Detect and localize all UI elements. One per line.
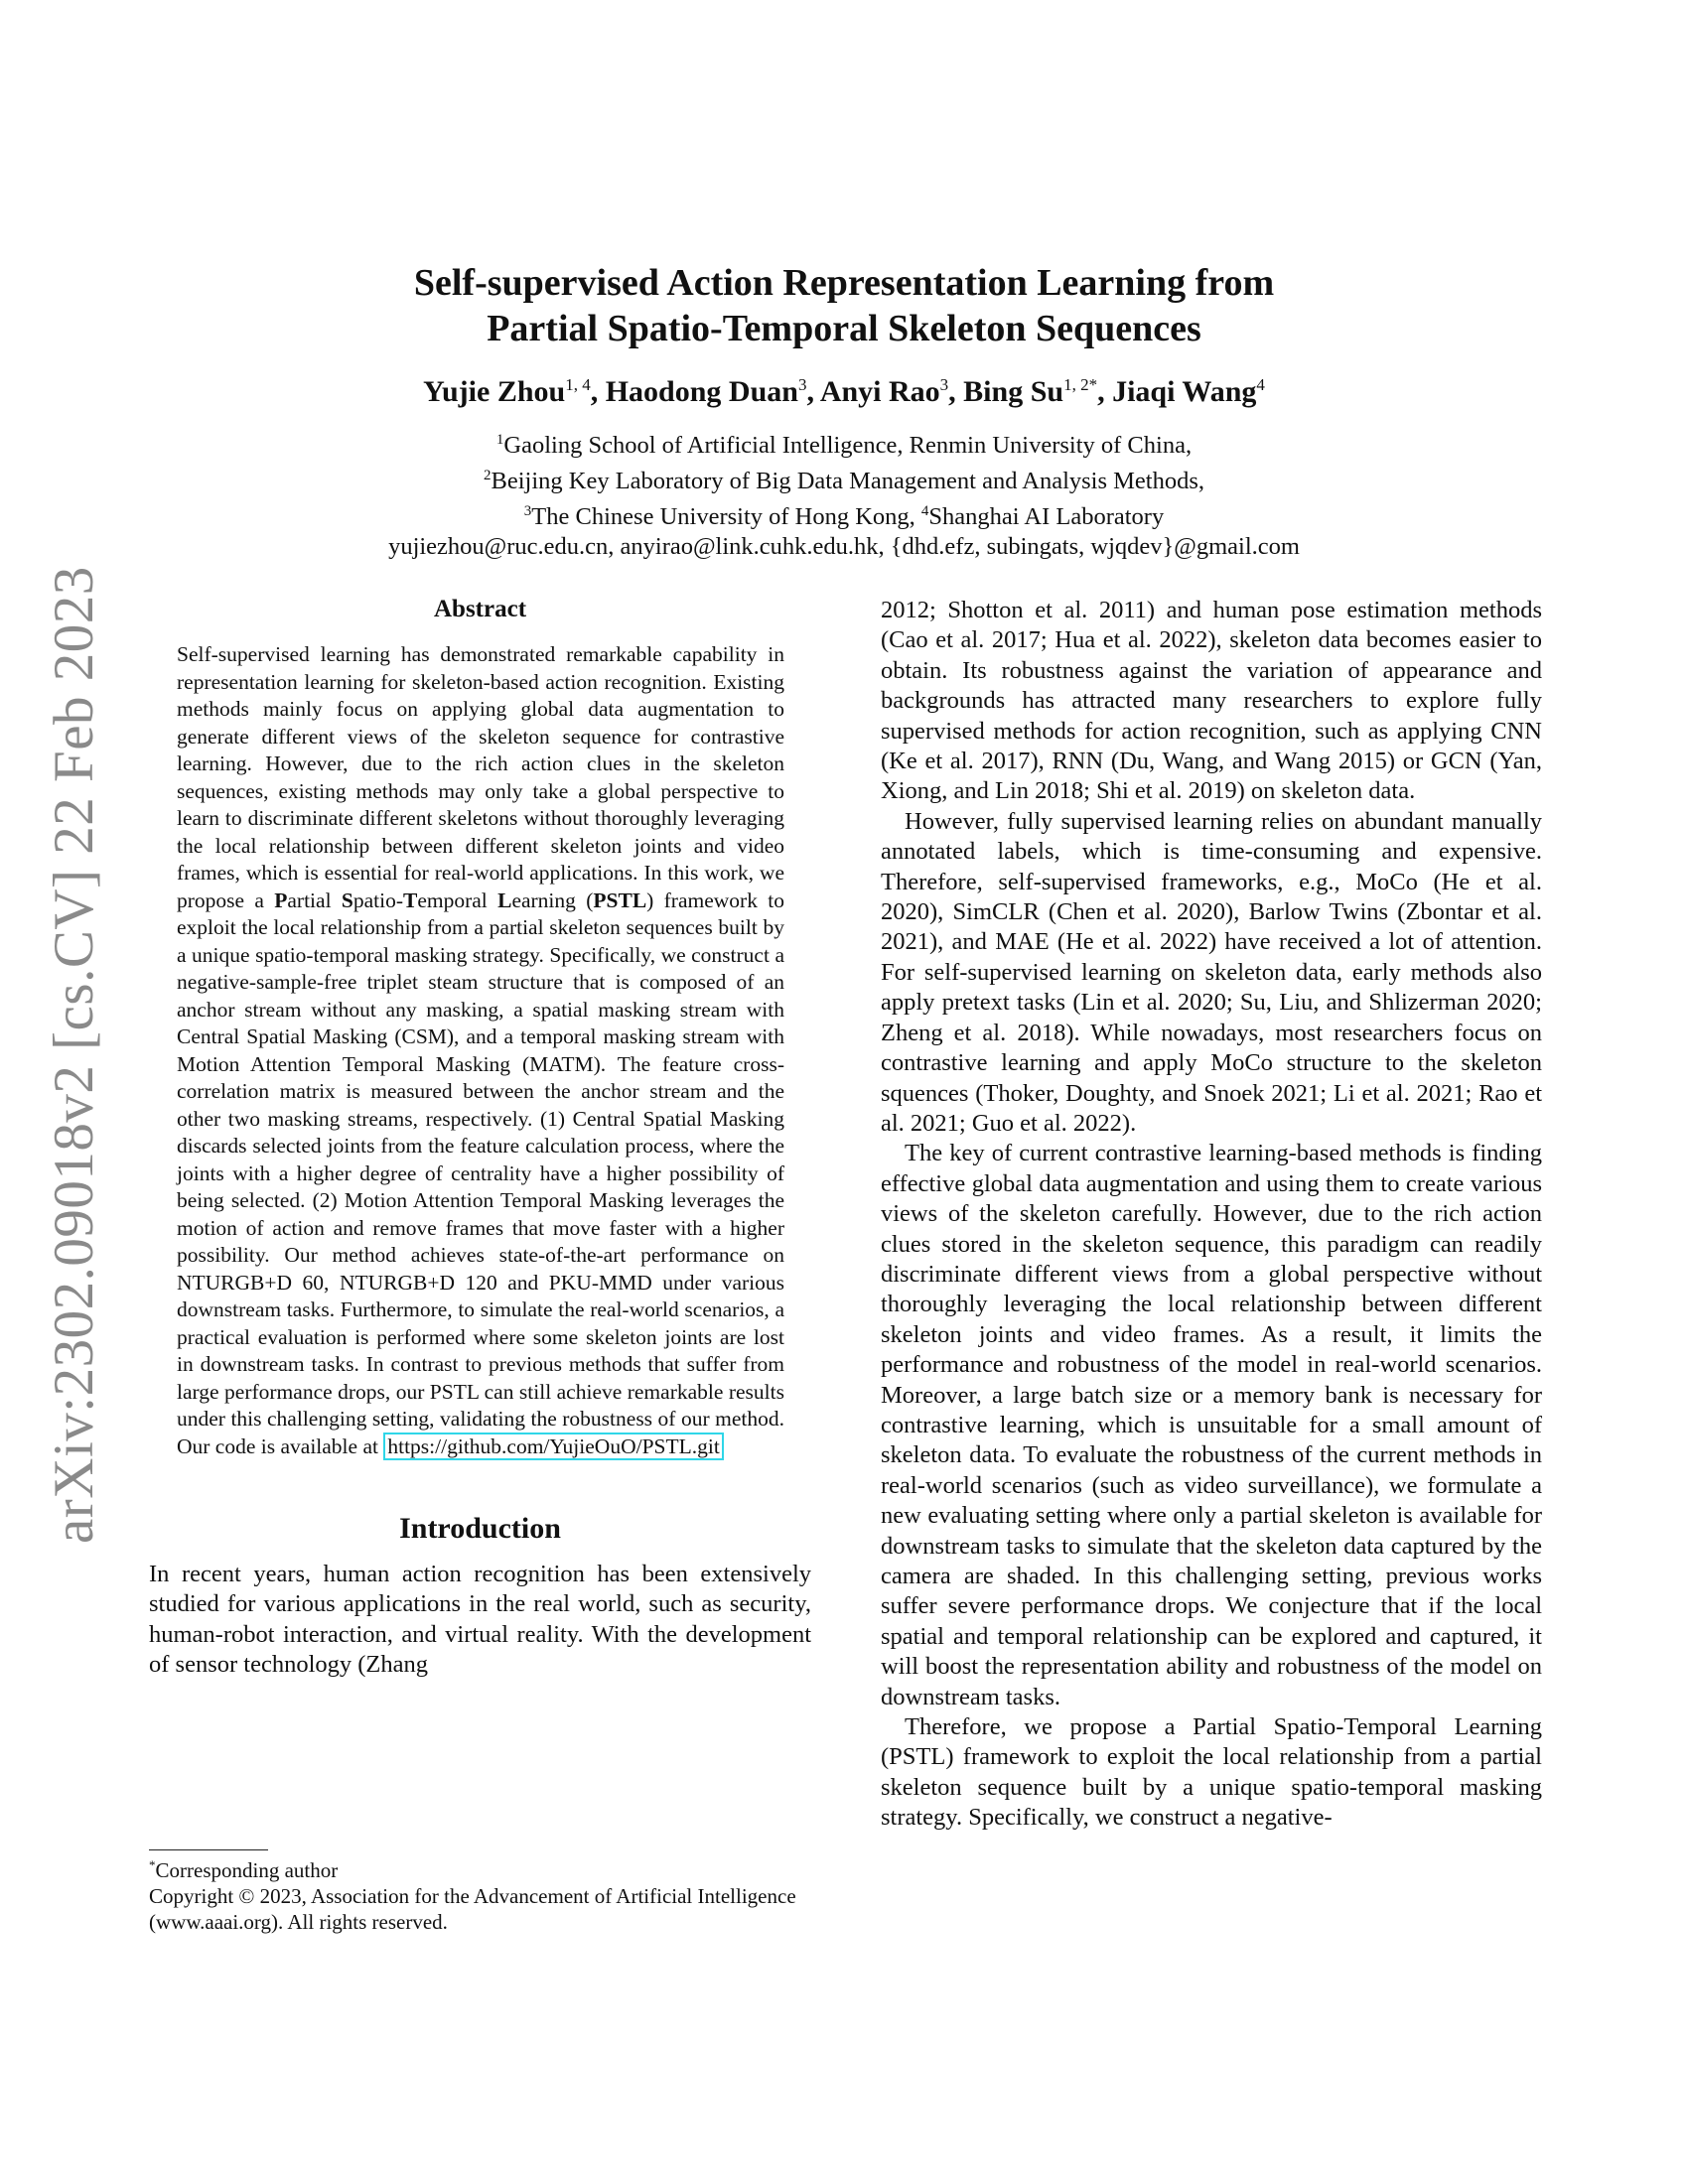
- author-list: [0, 375, 1688, 409]
- abstract-heading: Abstract: [433, 596, 527, 622]
- author-emails: yujiezhou@ruc.edu.cn, anyirao@link.cuhk.edu.hk, {dhd.efz, subingats, wjqdev}@gmail.com: [388, 533, 1300, 561]
- body-paragraph: The key of current contrastive learning-based methods is finding effective global data augmentation and using them to create various views of the skeleton carefully. However, due to the rich action clues stored in the skeleton sequence, this paradigm can readily discriminate different views from a global perspective without thoroughly leveraging the local relationship between different skeleton joints and video frames. As a result, it limits the performance and robustness of the model in real-world scenarios. Moreover, a large batch size or a memory bank is necessary for contrastive learning, which is unsuitable for a small amount of skeleton data. To evaluate the robustness of the current methods in real-world scenarios (such as video surveillance), we formulate a new evaluating setting where only a partial skeleton is available for downstream tasks to simulate that the skeleton data captured by the camera are shaded. In this challenging setting, previous works suffer severe performance drops. We conjecture that if the local spatial and temporal relationship can be explored and captured, it will boost the representation ability and robustness of the model on downstream tasks.: [881, 1140, 1542, 1710]
- affiliation-line: $^3$The Chinese University of Hong Kong, $^4$Shanghai AI Laboratory: [523, 503, 1165, 531]
- introduction-heading: Introduction: [399, 1512, 561, 1545]
- abstract-text: Self-supervised learning has demonstrated remarkable capability in representation learning for skeleton-based action recognition. Existing methods mainly focus on applying global data augmentation to generate different views of the skeleton sequence for contrastive learning. However, due to the rich action clues in the skeleton sequences, existing methods may only take a global perspective to learn to discriminate different skeletons without thoroughly leveraging the local relationship between different skeleton joints and video frames, which is essential for real-world applications. In this work, we propose a Partial Spatio-Temporal Learning (PSTL) framework to exploit the local relationship from a partial skeleton sequences built by a unique spatio-temporal masking strategy. Specifically, we construct a negative-sample-free triplet steam structure that is composed of an anchor stream without any masking, a spatial masking stream with Central Spatial Masking (CSM), and a temporal masking stream with Motion Attention Temporal Masking (MATM). The feature cross-correlation matrix is measured between the anchor stream and the other two masking streams, respectively. (1) Central Spatial Masking discards selected joints from the feature calculation process, where the joints with a higher degree of centrality have a higher possibility of being selected. (2) Motion Attention Temporal Masking leverages the motion of action and remove frames that move faster with a higher possibility. Our method achieves state-of-the-art performance on NTURGB+D 60, NTURGB+D 120 and PKU-MMD under various downstream tasks. Furthermore, to simulate the real-world scenarios, a practical evaluation is performed where some skeleton joints are lost in downstream tasks. In contrast to previous methods that suffer from large performance drops, our PSTL can still achieve remarkable results under this challenging setting, validating the robustness of our method. Our code is available at https://github.com/YujieOuO/PSTL.git: [177, 642, 784, 1458]
- author: Haodong Duan$^3$,: [605, 375, 820, 408]
- author: Anyi Rao$^3$,: [819, 375, 964, 408]
- affiliation-line: $^2$Beijing Key Laboratory of Big Data Management and Analysis Methods,: [483, 468, 1204, 495]
- left-column: [149, 596, 811, 1681]
- right-column: [881, 596, 1542, 1834]
- footnotes: [149, 1849, 811, 1935]
- footnote-rule: [149, 1849, 268, 1850]
- paper-title: [0, 260, 1688, 351]
- title-line: Self-supervised Action Representation Learning from: [413, 262, 1275, 304]
- title-line: Partial Spatio-Temporal Skeleton Sequences: [487, 308, 1201, 349]
- introduction-paragraph: In recent years, human action recognition has been extensively studied for various applications in the real world, such as security, human-robot interaction, and virtual reality. With the development of sensor technology (Zhang: [149, 1561, 811, 1679]
- author: Bing $Su^{1, 2*}$,: [963, 375, 1113, 408]
- body-paragraph: 2012; Shotton et al. 2011) and human pose estimation methods (Cao et al. 2017; Hua et al. 2022), skeleton data becomes easier to obtain. Its robustness against the variation of appearance and backgrounds has attracted many researchers to explore fully supervised methods for action recognition, such as applying CNN (Ke et al. 2017), RNN (Du, Wang, and Wang 2015) or GCN (Yan, Xiong, and Lin 2018; Shi et al. 2019) on skeleton data.: [881, 597, 1542, 805]
- code-link[interactable]: https://github.com/YujieOuO/PSTL.git: [383, 1433, 723, 1460]
- body-paragraph: However, fully supervised learning relies on abundant manually annotated labels, which is time-consuming and expensive. Therefore, self-supervised frameworks, e.g., MoCo (He et al. 2020), SimCLR (Chen et al. 2020), Barlow Twins (Zbontar et al. 2021), and MAE (He et al. 2022) have received a lot of attention. For self-supervised learning on skeleton data, early methods also apply pretext tasks (Lin et al. 2020; Su, Liu, and Shlizerman 2020; Zheng et al. 2018). While nowadays, most researchers focus on contrastive learning and apply MoCo structure to the skeleton squences (Thoker, Doughty, and Snoek 2021; Li et al. 2021; Rao et al. 2021; Guo et al. 2022).: [881, 807, 1542, 1137]
- corresponding-author-note: *Corresponding author: [149, 1857, 339, 1882]
- affiliation-line: $^1$Gaoling School of Artificial Intelligence, Renmin University of China,: [495, 432, 1193, 460]
- arxiv-identifier: arXiv:2302.09018v2 [cs.CV] 22 Feb 2023: [43, 566, 105, 1544]
- author: Yujie Zhou$^{1, 4}$,: [423, 375, 606, 408]
- body-paragraph: Therefore, we propose a Partial Spatio-Temporal Learning (PSTL) framework to exploit the local relationship from a partial skeleton sequence built by a unique spatio-temporal masking strategy. Specifically, we construct a negative-: [881, 1713, 1542, 1832]
- copyright-note: Copyright © 2023, Association for the Advancement of Artificial Intelligence (www.aaai.org). All rights reserved.: [149, 1884, 796, 1934]
- author: Jiaqi Wang$^4$: [1112, 375, 1265, 408]
- affiliations: [0, 425, 1688, 562]
